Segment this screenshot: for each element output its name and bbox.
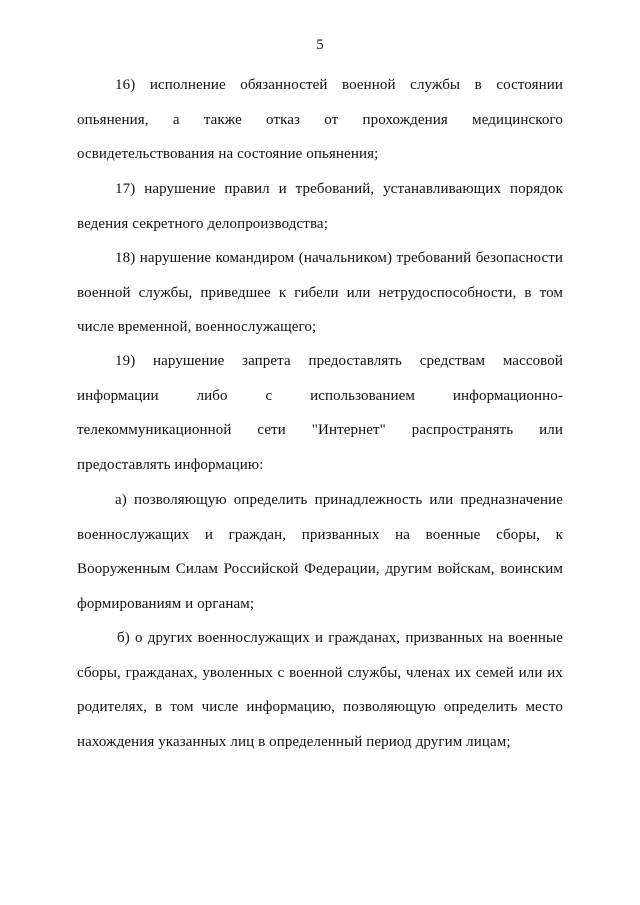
sub-item-a (77, 489, 563, 627)
page-number: 5 (316, 37, 324, 53)
paragraph-line: сборы, гражданах, уволенных с военной службы, членах их семей или их (77, 664, 563, 681)
paragraph-line: числе временной, военнослужащего; (77, 319, 317, 335)
paragraph-line: телекоммуникационной сети "Интернет" распространять или (77, 422, 563, 438)
paragraph-line: освидетельствования на состояние опьянения; (77, 146, 379, 162)
paragraph-line: опьянения, а также отказ от прохождения медицинского (77, 111, 563, 128)
paragraph-line: 17) нарушение правил и требований, устанавливающих порядок (115, 181, 563, 197)
paragraph-line: Вооруженным Силам Российской Федерации, другим войскам, воинским (77, 561, 563, 577)
list-item-17 (77, 178, 563, 247)
paragraph-line: 16) исполнение обязанностей военной службы в состоянии (115, 77, 563, 93)
paragraph-line: формированиям и органам; (77, 595, 255, 612)
paragraph-line: информации либо с использованием информационно- (77, 387, 563, 404)
paragraph-line: 19) нарушение запрета предоставлять средствам массовой (115, 353, 563, 369)
paragraph-line: 18) нарушение командиром (начальником) требований безопасности (115, 250, 563, 266)
paragraph-line: б) о других военнослужащих и гражданах, призванных на военные (117, 630, 563, 646)
paragraph-line: ведения секретного делопроизводства; (77, 215, 328, 232)
paragraph-line: а) позволяющую определить принадлежность или предназначение (115, 492, 563, 508)
paragraph-line: предоставлять информацию: (77, 456, 264, 473)
paragraph-line: военнослужащих и граждан, призванных на военные сборы, к (77, 526, 563, 543)
paragraph-line: военной службы, приведшее к гибели или нетрудоспособности, в том (77, 284, 563, 301)
paragraph-line: родителях, в том числе информацию, позволяющую определить место (77, 699, 563, 715)
list-item-18 (77, 247, 563, 351)
sub-item-b (77, 627, 563, 765)
list-item-19 (77, 350, 563, 488)
paragraph-line: нахождения указанных лиц в определенный период другим лицам; (77, 733, 511, 750)
list-item-16 (77, 74, 563, 178)
